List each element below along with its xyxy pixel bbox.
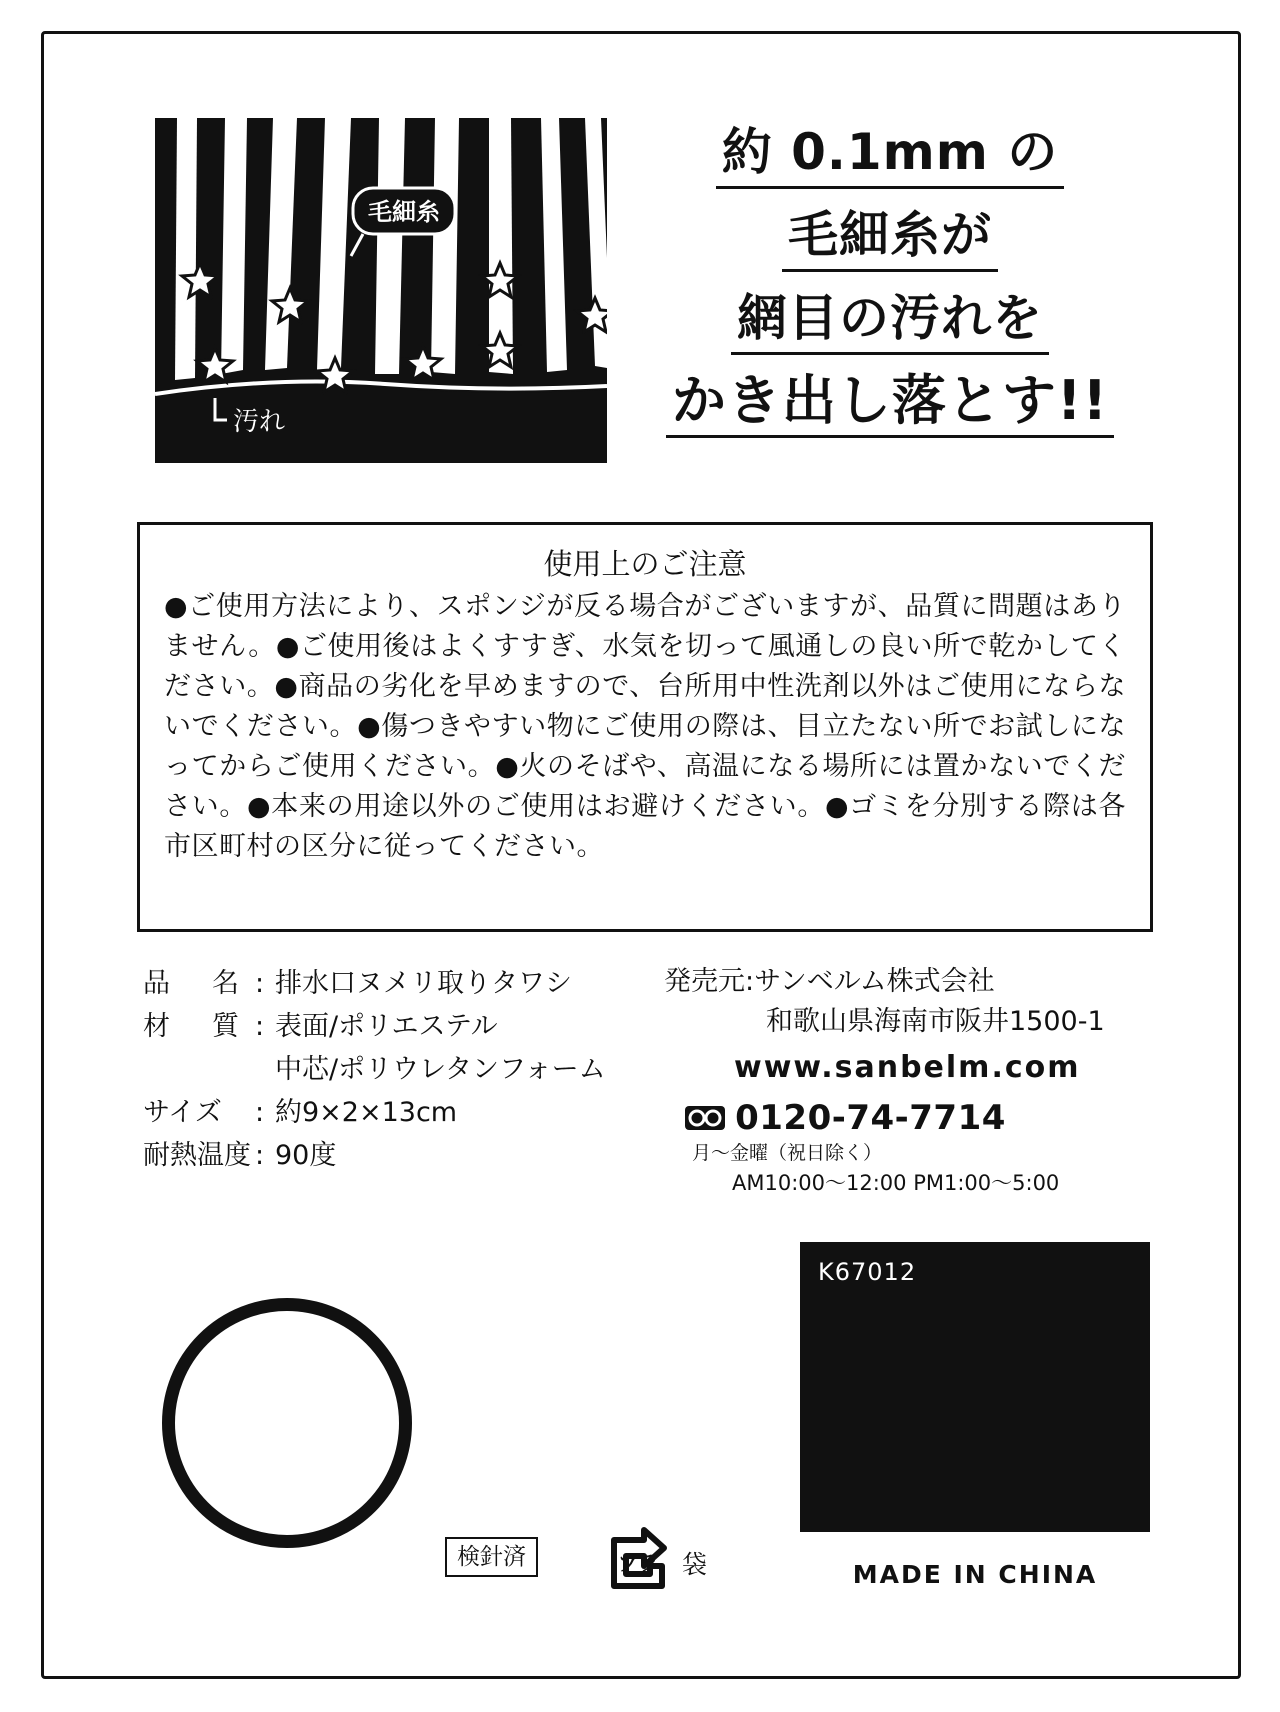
origin-label: MADE IN CHINA	[852, 1560, 1098, 1589]
spec-row-material	[143, 1005, 703, 1048]
phone-hours: AM10:00～12:00 PM1:00～5:00	[732, 1171, 1060, 1195]
spec-row-heat	[143, 1134, 703, 1177]
dirt-label: 汚れ	[233, 407, 286, 437]
spec-row-material-2	[143, 1048, 703, 1091]
headline-line-3: 網目の汚れを	[731, 284, 1049, 355]
phone-info	[684, 1098, 1164, 1197]
spec-heat-label: 耐熱温度	[143, 1140, 251, 1171]
spec-material-value-1: 表面/ポリエステル	[275, 1011, 498, 1042]
seller-address: 和歌山県海南市阪井1500-1	[766, 1006, 1105, 1037]
spec-name-value: 排水口ヌメリ取りタワシ	[275, 968, 572, 999]
product-spec	[143, 962, 703, 1177]
phone-number: 0120-74-7714	[735, 1098, 1006, 1138]
spec-separator: :	[255, 968, 265, 999]
spec-separator: :	[255, 1011, 265, 1042]
headline	[650, 118, 1130, 450]
recycle-label: 袋	[682, 1550, 708, 1579]
caution-title: 使用上のご注意	[543, 547, 747, 581]
headline-line-1: 約 0.1mm の	[716, 118, 1065, 189]
hanging-hole-ring	[162, 1298, 412, 1548]
spec-heat-value: 90度	[275, 1140, 337, 1171]
spec-size-value: 約9×2×13cm	[275, 1097, 458, 1128]
caution-box	[137, 522, 1153, 932]
spec-name-label: 品名	[143, 968, 239, 999]
fiber-diagram	[155, 118, 607, 463]
spec-row-size	[143, 1091, 703, 1134]
spec-size-label: サイズ	[143, 1097, 222, 1128]
free-dial-icon	[684, 1105, 726, 1131]
product-code: K67012	[818, 1258, 917, 1286]
inspected-badge: 検針済	[445, 1537, 538, 1577]
recycle-mark-text: プラ	[618, 1551, 658, 1575]
caution-body: ●ご使用方法により、スポンジが反る場合がございますが、品質に問題はありません。●ご使用後はよくすすぎ、水気を切って風通しの良い所で乾かしてください。●商品の劣化を早めますので、台所用中性洗剤以外はご使用にならないでください。●傷つきやすい物にご使用の際は、目立たない所でお試しになってからご使用ください。●火のそばや、高温になる場所には置かないでください。●本来の用途以外のご使用はお避けください。●ゴミを分別する際は各市区町村の区分に従ってください。	[164, 591, 1126, 862]
spec-separator: :	[255, 1140, 265, 1171]
plastic-recycle-icon	[604, 1522, 674, 1592]
spec-material-value-2: 中芯/ポリウレタンフォーム	[275, 1054, 606, 1085]
headline-line-2: 毛細糸が	[782, 201, 998, 272]
phone-days: 月～金曜（祝日除く）	[692, 1142, 883, 1164]
spec-material-label: 材質	[143, 1011, 239, 1042]
headline-line-4: かき出し落とす!!	[666, 367, 1114, 438]
seller-label: 発売元:サンベルム株式会社	[664, 966, 995, 997]
fiber-label: 毛細糸	[368, 198, 440, 226]
spec-row-name	[143, 962, 703, 1005]
seller-website: www.sanbelm.com	[734, 1050, 1081, 1085]
barcode-area	[800, 1242, 1150, 1532]
spec-separator: :	[255, 1097, 265, 1128]
seller-info	[664, 962, 1164, 1088]
